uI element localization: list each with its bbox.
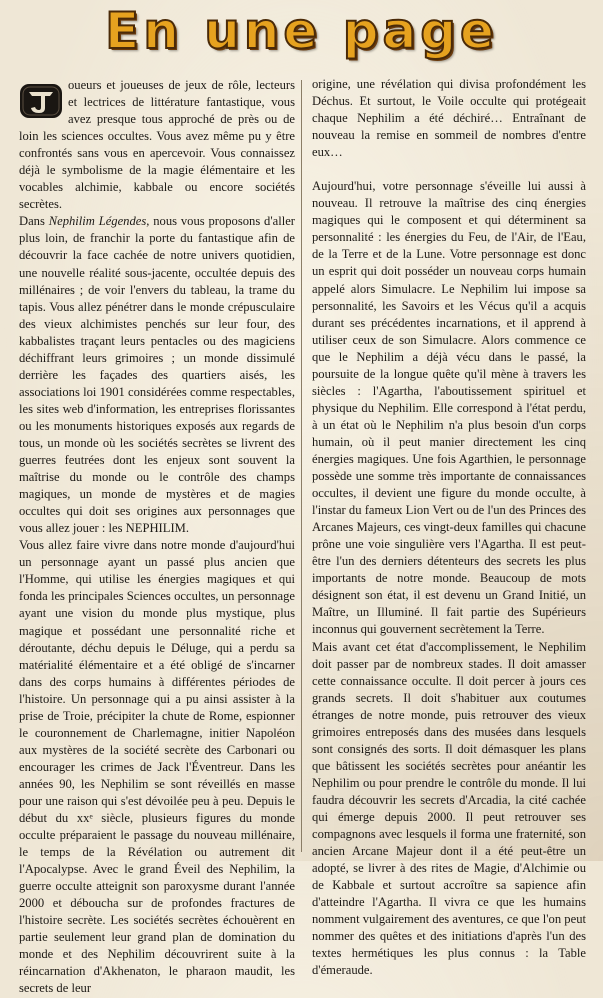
intro-paragraph: oueurs et joueuses de jeux de rôle, lecteurs et lectrices de littérature fantastique, vous avez presque tous approché de près ou de loin les sciences occultes. Vous avez même pu y être confrontés sans vous en apercevoir. Vous connaissez déjà le symbolisme de la magie élémentaire et les vocables alchimie, kabbale ou encore sociétés secrètes.	[19, 78, 295, 212]
nephilim-paragraph	[19, 213, 295, 537]
page-title: En une page	[105, 2, 498, 60]
book-title: Nephilim Légendes	[48, 214, 147, 229]
paragraph-text-end: , nous vous proposons d'aller plus loin, de franchir la porte du fantastique afin de découvrir la face cachée de notre univers quotidien, une nouvelle réalité sous-jacente, occultée depuis des millénaires ; de voir l'envers du tableau, la trame du tapis. Vous allez pénétrer dans le monde crépusculaire des vieux alchimistes penchés sur leur four, des kabbalistes traçant leurs pentacles ou des magiciens déchiffrant leurs grimoires ; un monde dissimulé derrière les façades des quartiers aisés, les associations loi 1901 considérées comme respectables, les sites web d'information, les entreprises florissantes ou les monuments historiques exposés aux regards de tous, un monde où les sociétés secrètes se livrent des guerres feutrées dont les enjeux sont souvent la maîtrise du monde ou le contrôle des champs magiques, un monde de mystères et de magies occultes qui doit ses origines aux personnages que vous allez jouer : les NEPHILIM.	[19, 214, 295, 536]
origin-paragraph: origine, une révélation qui divisa profondément les Déchus. Et surtout, le Voile occulte qui protégeait chaque Nephilim a été déchiré… Entraînant de nouveau la remise en sommeil de nombres d'entre eux…	[312, 77, 586, 160]
left-column	[19, 77, 295, 998]
history-paragraph: Vous allez faire vivre dans notre monde d'aujourd'hui un personnage ayant un passé plus ancien que l'Homme, qui utilise les énergies magiques et qui fonda les principales Sciences occultes, un personnage ayant une vision du monde plus mystique, plus magique et possédant une personnalité riche et déroutante, déchu depuis le Déluge, qui a perdu sa matérialité élémentaire et a été obligé de s'incarner dans des corps humains à différentes périodes de l'histoire. Un personnage qui a pu ainsi assister à la prise de Troie, précipiter la chute de Rome, espionner le couronnement de Charlemagne, initier Napoléon aux mystères de la société secrète des Carbonari ou encourager les crimes de Jack l'Éventreur. Dans les années 90, les Nephilim se sont réveillés en masse pour une raison qui s'est dévoilée peu à peu. Depuis le début du xxᵉ siècle, plusieurs figures du monde occulte préparaient le passage du nouveau millénaire, le temps de la Révélation ou autrement dit l'Apocalypse. Avec le grand Éveil des Nephilim, la guerre occulte atteignit son paroxysme durant l'année 2000 et déboucha sur de profondes fractures de l'histoire secrète. Les sociétés secrètes échouèrent en partie seulement leur grand plan de domination du monde et des Nephilim découvrirent suite à la réincarnation d'Akhenaton, le pharaon maudit, les secrets de leur	[19, 538, 295, 996]
drop-cap-letter-icon	[19, 82, 63, 120]
accomplishment-paragraph: Mais avant cet état d'accomplissement, le Nephilim doit passer par de nombreux stades. Il doit amasser cette connaissance occulte. Il doit percer à jours ces grands secrets. Il doit s'habituer aux coutumes étranges de notre monde, puis retrouver des vieux grimoires entreposés dans des musées dans lesquels sont consignés des sorts. Il doit démasquer les plans que bâtissent les sociétés secrètes pour anéantir les Nephilim ou pour prendre le contrôle du monde. Il lui faudra découvrir les secrets d'Arcadia, la cité cachée qui émerge depuis 2000. Il peut retrouver ses compagnons avec lesquels il forma une fraternité, son ancien Arcane Majeur dont il a été peut-être un adopté, se livrer à des rites de Magie, d'Alchimie ou de Kabbale et surtout accroître sa sapience afin d'atteindre l'Agartha. Il vivra ce que les humains nomment vulgairement des aventures, ce que l'on peut nommer des quêtes et des initiations d'après l'un des textes hermétiques les plus connus : la Table d'émeraude.	[312, 639, 586, 978]
right-column	[312, 76, 586, 979]
column-divider	[301, 80, 302, 852]
awakening-paragraph: Aujourd'hui, votre personnage s'éveille lui aussi à nouveau. Il retrouve la maîtrise des cinq énergies magiques qui le composent et qui déterminent sa personnalité : les énergies du Feu, de l'Air, de l'Eau, de la Terre et de la Lune. Votre personnage est donc un esprit qui doit posséder un nouveau corps humain appelé alors Simulacre. Le Nephilim lui impose sa personnalité, les Savoirs et les Vécus qu'il a acquis durant ses précédentes incarnations, et il apprend à utiliser ceux de son Simulacre. Alors commence ce que le Nephilim a déjà vécu dans le passé, la poursuite de la longue quête qu'il mène à travers les siècles : l'Agartha, l'aboutissement spirituel et physique du Nephilim. Elle correspond à l'état perdu, à un état où le Nephilim n'a plus besoin d'un corps humain, où il peut manier directement les cinq énergies magiques. Une fois Agarthien, le personnage possède une somme très importante de connaissances occultes, il devient une figure du monde occulte, à l'instar du fameux Lion Vert ou de l'un des Princes des Arcanes Majeurs, ces vingt-deux familles qui chacune prône une voie singulière vers l'Agartha. Il est peut-être l'un des derniers détenteurs des secrets les plus importants de notre monde. Beaucoup de mots désignent son état, il est devenu un Grand Initié, un Maître, un Illuminé. Il fait partie des Supérieurs inconnus qui gouvernent secrètement la Terre.	[312, 179, 586, 637]
paragraph-text-start: Dans	[19, 214, 49, 229]
